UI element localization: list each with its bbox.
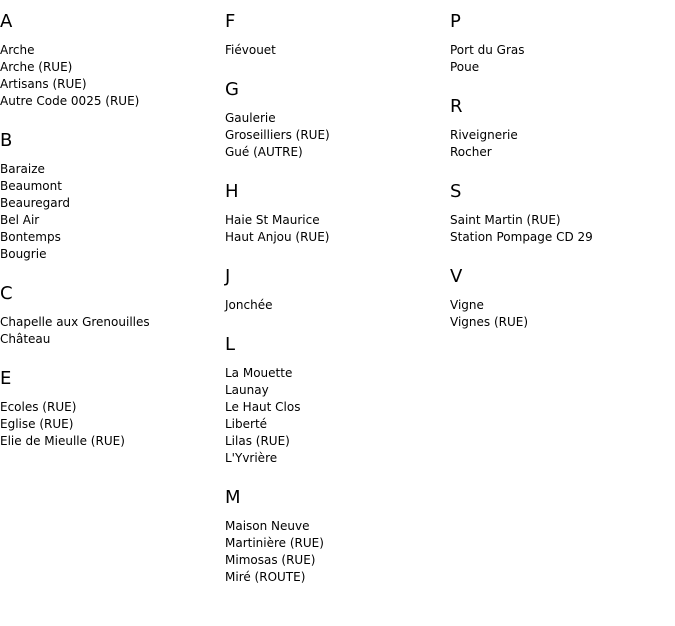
street-entry[interactable]: Lilas (RUE) xyxy=(225,434,290,448)
letter-group xyxy=(0,131,220,263)
street-entry[interactable]: Artisans (RUE) xyxy=(0,77,87,91)
street-entry[interactable]: Mimosas (RUE) xyxy=(225,553,316,567)
street-entry[interactable]: Poue xyxy=(450,60,480,74)
street-entry[interactable]: Bougrie xyxy=(0,247,47,261)
street-list xyxy=(0,314,220,348)
letter-heading: E xyxy=(0,368,12,389)
letter-heading: C xyxy=(0,283,13,304)
letter-heading: R xyxy=(450,96,463,117)
street-entry[interactable]: Beauregard xyxy=(0,196,70,210)
street-list xyxy=(225,518,445,586)
street-entry[interactable]: Haie St Maurice xyxy=(225,213,320,227)
street-entry[interactable]: Port du Gras xyxy=(450,43,525,57)
letter-group xyxy=(225,12,445,59)
letter-heading: F xyxy=(225,11,236,32)
street-entry[interactable]: Station Pompage CD 29 xyxy=(450,230,593,244)
letter-group xyxy=(450,97,670,161)
letter-heading: L xyxy=(225,334,236,355)
street-list xyxy=(0,399,220,450)
street-entry[interactable]: L'Yvrière xyxy=(225,451,278,465)
street-entry[interactable]: Autre Code 0025 (RUE) xyxy=(0,94,140,108)
street-entry[interactable]: Bel Air xyxy=(0,213,40,227)
street-entry[interactable]: Ecoles (RUE) xyxy=(0,400,77,414)
street-entry[interactable]: Vigne xyxy=(450,298,484,312)
street-list xyxy=(450,297,670,331)
street-entry[interactable]: Elie de Mieulle (RUE) xyxy=(0,434,125,448)
letter-heading: B xyxy=(0,130,13,151)
letter-heading: J xyxy=(225,266,231,287)
letter-heading: M xyxy=(225,487,241,508)
letter-group xyxy=(450,12,670,76)
street-entry[interactable]: Saint Martin (RUE) xyxy=(450,213,561,227)
street-entry[interactable]: Launay xyxy=(225,383,269,397)
street-entry[interactable]: Beaumont xyxy=(0,179,62,193)
street-list xyxy=(225,365,445,467)
letter-group xyxy=(225,182,445,246)
street-list xyxy=(225,110,445,161)
letter-group xyxy=(225,80,445,161)
letter-heading: S xyxy=(450,181,462,202)
street-list xyxy=(450,212,670,246)
letter-group xyxy=(450,182,670,246)
street-list xyxy=(225,42,445,59)
street-entry[interactable]: Haut Anjou (RUE) xyxy=(225,230,330,244)
street-list xyxy=(0,161,220,263)
street-entry[interactable]: Arche (RUE) xyxy=(0,60,73,74)
street-entry[interactable]: Château xyxy=(0,332,51,346)
street-list xyxy=(225,297,445,314)
street-entry[interactable]: Fiévouet xyxy=(225,43,276,57)
street-entry[interactable]: Gué (AUTRE) xyxy=(225,145,303,159)
street-list xyxy=(225,212,445,246)
letter-heading: V xyxy=(450,266,463,287)
street-entry[interactable]: Vignes (RUE) xyxy=(450,315,529,329)
street-entry[interactable]: Miré (ROUTE) xyxy=(225,570,306,584)
street-list xyxy=(450,127,670,161)
letter-group xyxy=(450,267,670,331)
street-entry[interactable]: Baraize xyxy=(0,162,45,176)
street-entry[interactable]: Riveignerie xyxy=(450,128,518,142)
index-column xyxy=(0,12,220,471)
street-entry[interactable]: Gaulerie xyxy=(225,111,276,125)
street-entry[interactable]: Liberté xyxy=(225,417,268,431)
street-entry[interactable]: Arche xyxy=(0,43,35,57)
letter-heading: H xyxy=(225,181,239,202)
letter-group xyxy=(0,12,220,110)
street-entry[interactable]: Bontemps xyxy=(0,230,61,244)
letter-group xyxy=(0,369,220,450)
letter-group xyxy=(225,335,445,467)
street-entry[interactable]: Le Haut Clos xyxy=(225,400,301,414)
street-entry[interactable]: Maison Neuve xyxy=(225,519,310,533)
street-entry[interactable]: Jonchée xyxy=(225,298,273,312)
street-list xyxy=(450,42,670,76)
street-list xyxy=(0,42,220,110)
street-entry[interactable]: Chapelle aux Grenouilles xyxy=(0,315,150,329)
street-entry[interactable]: La Mouette xyxy=(225,366,293,380)
street-entry[interactable]: Rocher xyxy=(450,145,492,159)
letter-heading: G xyxy=(225,79,239,100)
street-entry[interactable]: Martinière (RUE) xyxy=(225,536,324,550)
street-entry[interactable]: Eglise (RUE) xyxy=(0,417,74,431)
letter-heading: P xyxy=(450,11,461,32)
letter-heading: A xyxy=(0,11,13,32)
letter-group xyxy=(225,488,445,586)
index-column xyxy=(450,12,670,352)
letter-group xyxy=(0,284,220,348)
index-column xyxy=(225,12,445,607)
letter-group xyxy=(225,267,445,314)
street-entry[interactable]: Groseilliers (RUE) xyxy=(225,128,330,142)
